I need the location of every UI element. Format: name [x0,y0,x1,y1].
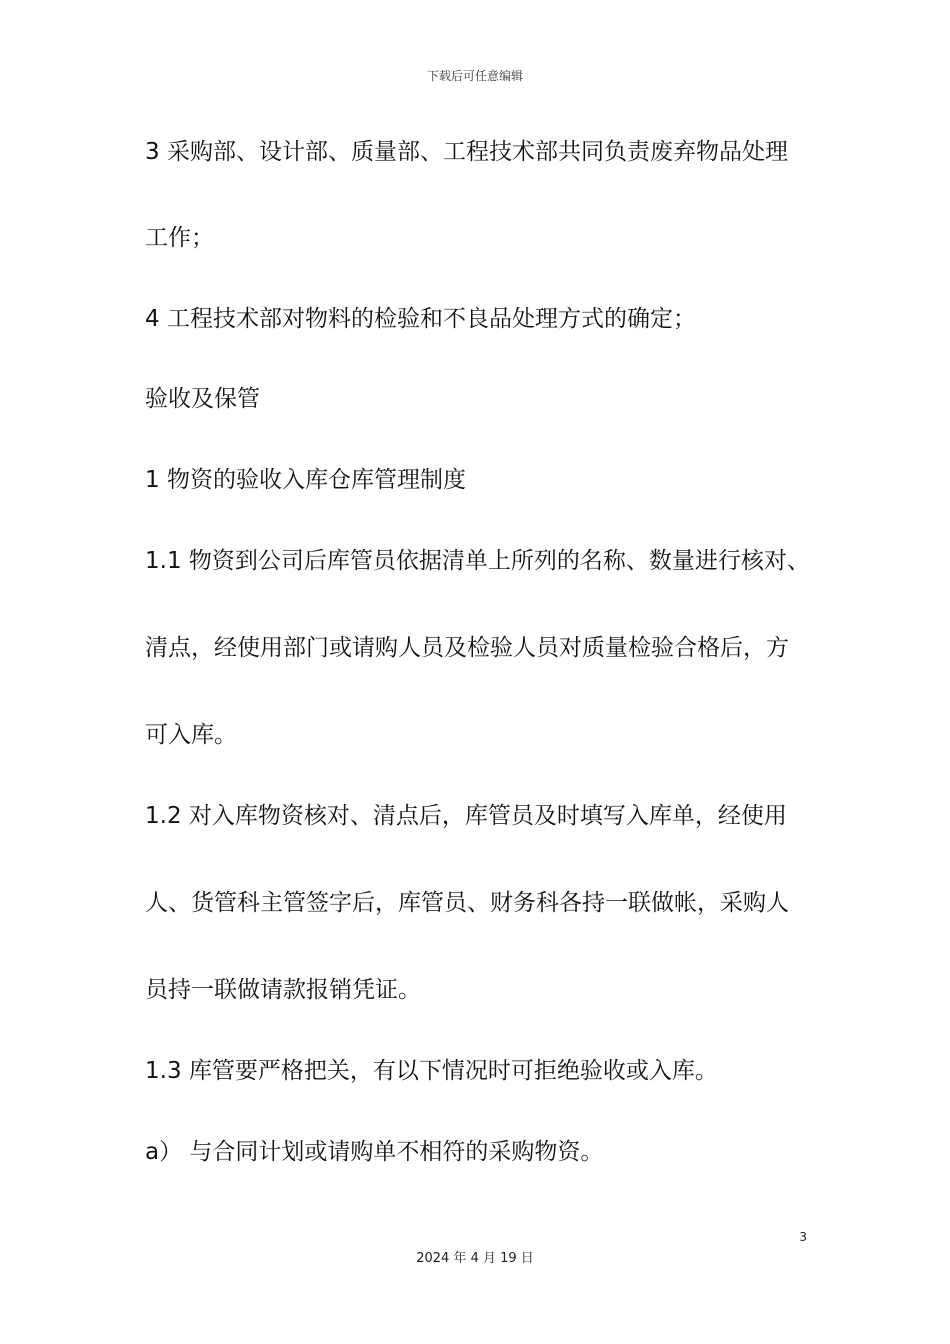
body-line-1: 3 采购部、设计部、质量部、工程技术部共同负责废弃物品处理 [145,139,788,165]
body-line-13: a） 与合同计划或请购单不相符的采购物资。 [145,1139,604,1165]
page-date: 2024 年 4 月 19 日 [416,1251,534,1266]
body-line-12: 1.3 库管要严格把关，有以下情况时可拒绝验收或入库。 [145,1058,718,1084]
body-line-6: 1.1 物资到公司后库管员依据清单上所列的名称、数量进行核对、 [145,548,810,574]
body-line-7: 清点，经使用部门或请购人员及检验人员对质量检验合格后，方 [145,635,789,661]
body-line-11: 员持一联做请款报销凭证。 [145,977,421,1003]
body-line-2: 工作； [145,225,214,251]
page-number: 3 [799,1230,807,1244]
body-line-5: 1 物资的验收入库仓库管理制度 [145,467,466,493]
body-line-9: 1.2 对入库物资核对、清点后，库管员及时填写入库单，经使用 [145,803,787,829]
body-line-8: 可入库。 [145,722,237,748]
body-line-10: 人、货管科主管签字后，库管员、财务科各持一联做帐，采购人 [145,890,789,916]
page-header-note: 下载后可任意编辑 [426,69,523,83]
section-heading: 验收及保管 [145,386,260,412]
body-line-3: 4 工程技术部对物料的检验和不良品处理方式的确定； [145,306,696,332]
